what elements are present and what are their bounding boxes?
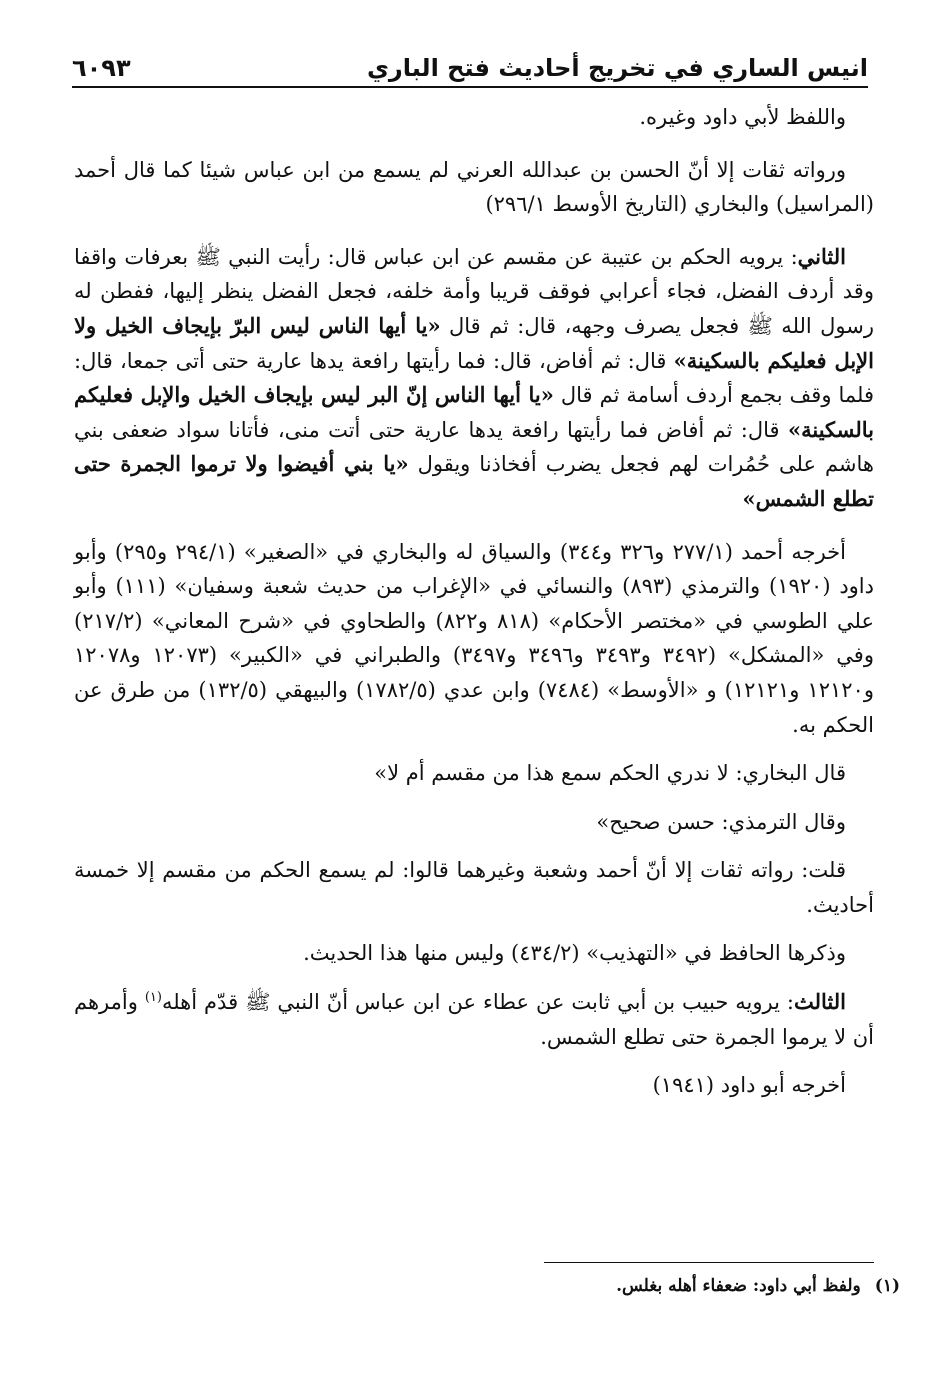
paragraph-abu-dawud: أخرجه أبو داود (١٩٤١) bbox=[652, 1073, 846, 1098]
paragraph-wording: واللفظ لأبي داود وغيره. bbox=[639, 105, 846, 129]
second-route-label: الثاني bbox=[797, 243, 846, 269]
footnote bbox=[360, 1272, 900, 1300]
paragraph-narrators: ورواته ثقات إلا أنّ الحسن بن عبدالله العرني لم يسمع من ابن عباس شيئا كما قال أحمد (المراسيل) والبخاري (التاريخ الأوسط ٢٩٦/١) bbox=[74, 157, 874, 217]
paragraph-takhrij: أخرجه أحمد (٢٧٧/١ و٣٢٦ و٣٤٤) والسياق له والبخاري في «الصغير» (٢٩٤/١ و٢٩٥) وأبو داود (١٩٢٠) والترمذي (٨٩٣) والنسائي في «الإغراب من حديث شعبة وسفيان» (١١١) وأبو علي الطوسي في «مختصر الأحكام» (٨١٨ و٨٢٢) والطحاوي في «شرح المعاني» (٢١٧/٢) وفي «المشكل» (٣٤٩٢ و٣٤٩٣ و٣٤٩٦ و٣٤٩٧) والطبراني في «الكبير» (١٢٠٧٣ و١٢٠٧٨ و١٢١٢٠ و١٢١٢١) و «الأوسط» (٧٤٨٤) وابن عدي (١٧٨٢/٥) والبيهقي (١٣٢/٥) من طرق عن الحكم به. bbox=[74, 539, 874, 737]
paragraph-tirmidhi-comment: وقال الترمذي: حسن صحيح» bbox=[596, 809, 846, 834]
page-number: ٦٠٩٣ bbox=[72, 54, 131, 82]
hadith-quote-1: «يا أيها الناس ليس البرّ بإيجاف الخيل ولا الإبل فعليكم بالسكينة» bbox=[74, 312, 874, 373]
paragraph-second-route bbox=[74, 240, 874, 517]
third-route-text-a: : يرويه حبيب بن أبي ثابت عن عطاء عن ابن عباس أنّ النبي ﷺ قدّم أهله bbox=[161, 990, 794, 1015]
hadith-quote-3: «يا بني أفيضوا ولا ترموا الجمرة حتى تطلع الشمس» bbox=[74, 451, 874, 511]
paragraph-bukhari-comment: قال البخاري: لا ندري الحكم سمع هذا من مقسم أم لا» bbox=[374, 761, 846, 786]
footnote-text: ولفظ أبي داود: ضعفاء أهله بغلس. bbox=[616, 1276, 861, 1296]
second-route-text-e: قال: ثم أفاض فما رأيتها رافعة يدها عارية حتى أتت منى، فأتانا سواد ضعفى بني هاشم على حُمُرات لهم فجعل يضرب أفخاذنا ويقول bbox=[74, 417, 874, 477]
footnote-marker[interactable]: (١) bbox=[144, 990, 162, 1006]
footnote-number: (١) bbox=[874, 1276, 900, 1296]
hadith-quote-2: «يا أيها الناس إنّ البر ليس بإيجاف الخيل والإبل فعليكم بالسكينة» bbox=[74, 382, 874, 442]
paragraph-author-note: قلت: رواته ثقات إلا أنّ أحمد وشعبة وغيرهما قالوا: لم يسمع الحكم من مقسم إلا خمسة أحاديث. bbox=[74, 858, 874, 917]
third-route-text-b: وأمرهم أن لا يرموا الجمرة حتى تطلع الشمس. bbox=[74, 990, 874, 1049]
page-body bbox=[74, 100, 874, 1103]
paragraph-third-route bbox=[74, 985, 874, 1054]
paragraph-hafiz-note: وذكرها الحافظ في «التهذيب» (٤٣٤/٢) وليس منها هذا الحديث. bbox=[303, 941, 846, 966]
book-title: انيس الساري في تخريج أحاديث فتح الباري bbox=[366, 54, 868, 82]
footnote-divider bbox=[544, 1262, 874, 1263]
second-route-text-c: قال: ثم أفاض، قال: فما رأيتها رافعة يدها عارية حتى أتى جمعا، قال: فلما وقف بجمع أردف أسامة ثم قال bbox=[74, 348, 874, 408]
second-route-text-a: : يرويه الحكم بن عتيبة عن مقسم عن ابن عباس قال: رأيت النبي ﷺ بعرفات واقفا وقد أردف الفضل، فجاء أعرابي فوقف قريبا وأمة خلفه، فجعل الفضل ينظر إليها، ففطن له رسول الله ﷺ فجعل يصرف وجهه، قال: ثم قال bbox=[74, 244, 874, 338]
third-route-label: الثالث bbox=[793, 989, 846, 1015]
running-header bbox=[72, 38, 868, 88]
